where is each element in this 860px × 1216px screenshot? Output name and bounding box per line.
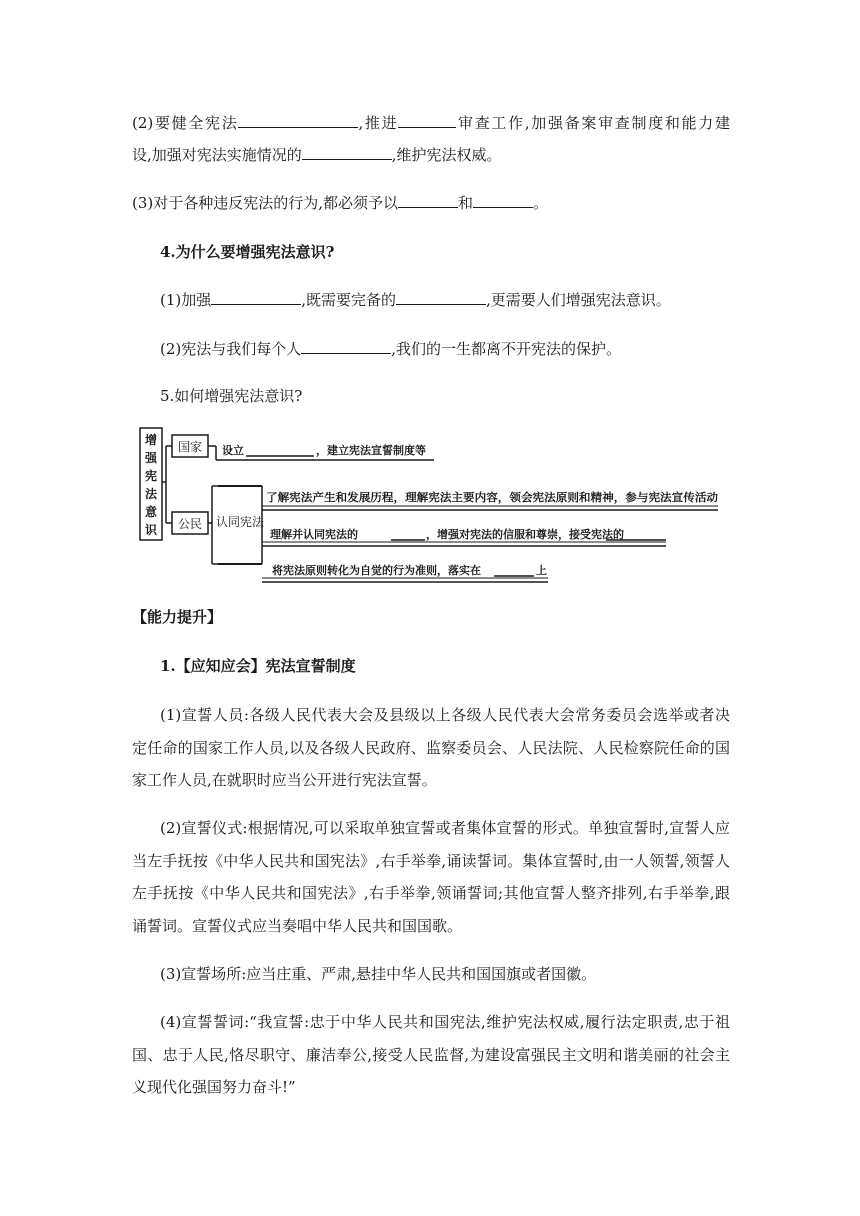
text: ,维护宪法权威。 <box>391 146 502 164</box>
answer-blank <box>398 113 456 128</box>
answer-blank <box>302 145 392 160</box>
answer-blank <box>301 339 391 354</box>
text: 设,加强对宪法实施情况的 <box>132 146 302 164</box>
para4-line1: (4)宣誓誓词:“我宣誓:忠于中华人民共和国宪法,维护宪法权威,履行法定职责,忠于祖 <box>160 1013 730 1031</box>
q5-title: 5.如何增强宪法意识? <box>160 387 303 405</box>
q4-item1 <box>160 290 671 310</box>
state-text-2: ，建立宪法宣誓制度等 <box>316 444 426 457</box>
root-char: 增 <box>145 433 158 447</box>
identify-label: 认同宪法 <box>216 515 265 529</box>
text: (2)要健全宪法 <box>132 114 239 132</box>
answer-blank <box>211 290 301 305</box>
q3-item2-line1 <box>132 113 730 133</box>
root-char: 法 <box>145 487 158 501</box>
branch-3-part1: 将宪法原则转化为自觉的行为准则，落实在 <box>272 564 481 577</box>
para4-line2: 国、忠于人民,恪尽职守、廉洁奉公,接受人民监督,为建设富强民主文明和谐美丽的社会主 <box>132 1046 730 1064</box>
section-heading: 【能力提升】 <box>132 608 223 626</box>
state-label: 国家 <box>178 440 203 454</box>
para2-line3: 左手抚按《中华人民共和国宪法》,右手举拳,领诵誓词;其他宣誓人整齐排列,右手举拳,跟 <box>132 884 730 902</box>
text: ,推进 <box>358 114 399 132</box>
q3-item2-line2 <box>132 145 502 165</box>
para2-line1: (2)宣誓仪式:根据情况,可以采取单独宣誓或者集体宣誓的形式。单独宣誓时,宣誓人应 <box>160 819 730 837</box>
text: ,更需要人们增强宪法意识。 <box>486 291 671 309</box>
answer-blank <box>398 193 458 208</box>
constitution-awareness-diagram <box>138 422 728 588</box>
root-char: 宪 <box>145 469 158 483</box>
para1-line2: 定任命的国家工作人员,以及各级人民政府、监察委员会、人民法院、人民检察院任命的国 <box>132 739 730 757</box>
answer-blank <box>473 193 533 208</box>
text: 和 <box>458 194 474 212</box>
para4-line3: 义现代化强国努力奋斗!” <box>132 1078 296 1096</box>
para2-line4: 诵誓词。宣誓仪式应当奏唱中华人民共和国国歌。 <box>132 917 463 935</box>
para2-line2: 当左手抚按《中华人民共和国宪法》,右手举拳,诵读誓词。集体宣誓时,由一人领誓,领誓人 <box>132 852 730 870</box>
branch-2-part1: 理解并认同宪法的 <box>270 528 358 541</box>
text: (1)加强 <box>160 291 212 309</box>
branch-2-part2: ，增强对宪法的信服和尊崇，接受宪法的 <box>426 528 624 541</box>
branch-3-part2: 上 <box>536 564 547 577</box>
text: 审查工作,加强备案审查制度和能力建 <box>456 114 730 132</box>
text: (3)对于各种违反宪法的行为,都必须予以 <box>132 194 399 212</box>
citizen-label: 公民 <box>178 517 203 531</box>
q3-item3 <box>132 193 548 213</box>
text: (2)宪法与我们每个人 <box>160 340 302 358</box>
branch-1: 了解宪法产生和发展历程，理解宪法主要内容，领会宪法原则和精神，参与宪法宣传活动 <box>266 491 695 504</box>
para3-line1: (3)宣誓场所:应当庄重、严肃,悬挂中华人民共和国国旗或者国徽。 <box>160 965 597 983</box>
text: ,既需要完备的 <box>301 291 397 309</box>
ability-item1-title: 1.【应知应会】宪法宣誓制度 <box>160 657 356 675</box>
state-text-1: 设立 <box>222 444 244 457</box>
para1-line3: 家工作人员,在就职时应当公开进行宪法宣誓。 <box>132 771 437 789</box>
q4-title: 4.为什么要增强宪法意识? <box>160 243 335 261</box>
para1-line1: (1)宣誓人员:各级人民代表大会及县级以上各级人民代表大会常务委员会选举或者决 <box>160 706 730 724</box>
answer-blank <box>238 113 358 128</box>
answer-blank <box>396 290 486 305</box>
root-char: 意 <box>145 505 158 519</box>
root-char: 强 <box>145 451 158 465</box>
text: 。 <box>533 194 549 212</box>
root-char: 识 <box>145 523 158 537</box>
q4-item2 <box>160 339 621 359</box>
text: ,我们的一生都离不开宪法的保护。 <box>391 340 622 358</box>
